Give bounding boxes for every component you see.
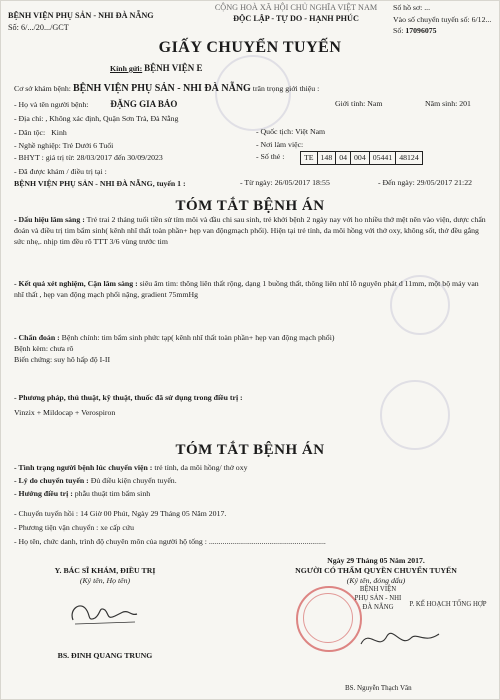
seal-text: BỆNH VIỆN PHỤ SẢN - NHI ĐÀ NẴNG [354,586,402,611]
summary-title-2: TÓM TẮT BỆNH ÁN [175,442,325,458]
motto: ĐỘC LẬP - TỰ DO - HẠNH PHÚC [233,14,359,23]
register-number: Vào số chuyển tuyến số: 6/12... [393,14,492,24]
document-number: Số: 6/.../20.../GCT [8,23,69,32]
to-date-field: - Đến ngày: 29/05/2017 21:22 [378,178,472,187]
treated-at-line: BỆNH VIỆN PHỤ SẢN - NHI ĐÀ NẴNG, tuyến 1 : [14,179,186,188]
serial-number: Số: 17096075 [393,26,437,35]
patient-name-line: - Họ và tên người bệnh: ĐẶNG GIA BẢO [14,99,178,109]
birth-year-field: Năm sinh: 201 [425,99,471,108]
test-results: - Kết quả xét nghiệm, Cận lâm sàng : siêu âm tim: thông liên thất rộng, dạng 1 buồng thất, thông liên nhĩ lỗ nguyên phát d 11mm, một bộ máy van nhĩ thất , hẹp van động mạch phổi nặng, gradient 75mmHg [14,279,479,299]
header-right [393,2,497,37]
diagnosis: - Chẩn đoán : Bệnh chính: tim bẩm sinh phức tạp( kênh nhĩ thất toàn phần+ hẹp van động mạch phổi) Bệnh kèm: chưa rõ Biến chứng: suy hô hấp độ I-II [14,332,489,365]
card-part: 04 [336,152,351,164]
gender-field: Giới tính: Nam [335,99,383,108]
transfer-time-line: - Chuyển tuyến hồi : 14 Giờ 00 Phút, Ngày 29 Tháng 05 Năm 2017. [14,509,227,518]
complication: Biến chứng: suy hô hấp độ I-II [14,355,111,364]
card-part: 004 [351,152,370,164]
authority-name: BS. Nguyễn Thạch Vân [345,684,412,692]
record-number: Số hồ sơ: ... [393,3,431,12]
summary-title: TÓM TẮT BỆNH ÁN [175,198,325,214]
clinical-signs: - Dấu hiệu lâm sàng : Trẻ trai 2 tháng tuổi tiền sử tím môi và đầu chi sau sinh, trẻ khởi bệnh 2 ngày nay với ho nhiều thở mệt nên vào viện, dược chẩn đoán và điều trị tim bẩm sinh( kênh nhĩ thất toàn phần+ hẹp van độngmạch phổi). Hiện tại trẻ tỉnh, da môi hồng với thở oxy, không sốt, thở đều gắng sức nhẹ,. nhịp tim đều rõ TTT 3/6 vùng trước tim [14,215,486,246]
card-label: - Số thẻ : [256,152,285,161]
authority-signature-block: Ngày 29 Tháng 05 Năm 2017. NGƯỜI CÓ THẨM QUYỀN CHUYỂN TUYẾN (Ký tên, đóng dấu) [295,556,457,585]
address-line: - Địa chỉ: , Không xác định, Quận Sơn Trà, Đà Nẵng [14,114,179,123]
card-part: TE [301,152,318,164]
header-center [198,2,394,24]
country-line: CỘNG HOÀ XÃ HỘI CHỦ NGHĨA VIỆT NAM [214,3,378,12]
office-stamp: P. KẾ HOẠCH TỔNG HỢP [409,601,487,608]
doctor-signature-block: Y. BÁC SĨ KHÁM, ĐIỀU TRỊ (Ký tên, Họ tên) BS. ĐINH QUANG TRUNG [54,566,156,660]
authority-signature [355,618,445,658]
nationality-field: - Quốc tịch: Việt Nam [256,127,326,136]
treatment-methods: - Phương pháp, thủ thuật, kỹ thuật, thuốc đã sử dụng trong điều trị : Vinzix + Mildocap + Verospiron [14,393,243,417]
card-part: 48124 [399,153,419,162]
escort-line: - Họ tên, chức danh, trình độ chuyên môn của người hộ tống : ............................................................ [14,537,326,546]
recipient-line: Kính gửi: BỆNH VIỆN E [110,63,203,73]
reason-line: - Lý do chuyển tuyến : Đủ điều kiện chuyển tuyến. [14,476,177,485]
document-title: GIẤY CHUYỂN TUYẾN [158,39,342,56]
doctor-signature [65,592,145,632]
comorbidity: Bệnh kèm: chưa rõ [14,344,74,353]
job-line: - Nghề nghiệp: Trẻ Dưới 6 Tuổi [14,141,114,150]
ethnicity-line: - Dân tộc: Kinh [14,128,67,137]
card-part: 148 [318,152,337,164]
direction-line: - Hướng điều trị : phẫu thuật tim bẩm sinh [14,489,151,498]
hospital-name: BỆNH VIỆN PHỤ SẢN - NHI ĐÀ NẴNG [8,11,154,20]
bhyt-line: - BHYT : giá trị từ: 28/03/2017 đến 30/09/2023 [14,153,163,162]
transport-line: - Phương tiện vận chuyển : xe cấp cứu [14,523,134,532]
status-line: - Tình trạng người bệnh lúc chuyển viện : trẻ tỉnh, da môi hồng/ thở oxy [14,463,248,472]
insurance-card-number [300,151,423,165]
header-left [8,10,198,34]
from-date-field: - Từ ngày: 26/05/2017 18:55 [240,178,330,187]
card-part: 05441 [370,152,397,164]
facility-line: Cơ sở khám bệnh: BỆNH VIỆN PHỤ SẢN - NHI ĐÀ NẴNG trân trọng giới thiệu : [14,83,320,94]
workplace-field: - Nơi làm việc: [256,140,304,149]
treated-label-line: - Đã được khám / điều trị tại : [14,167,107,176]
